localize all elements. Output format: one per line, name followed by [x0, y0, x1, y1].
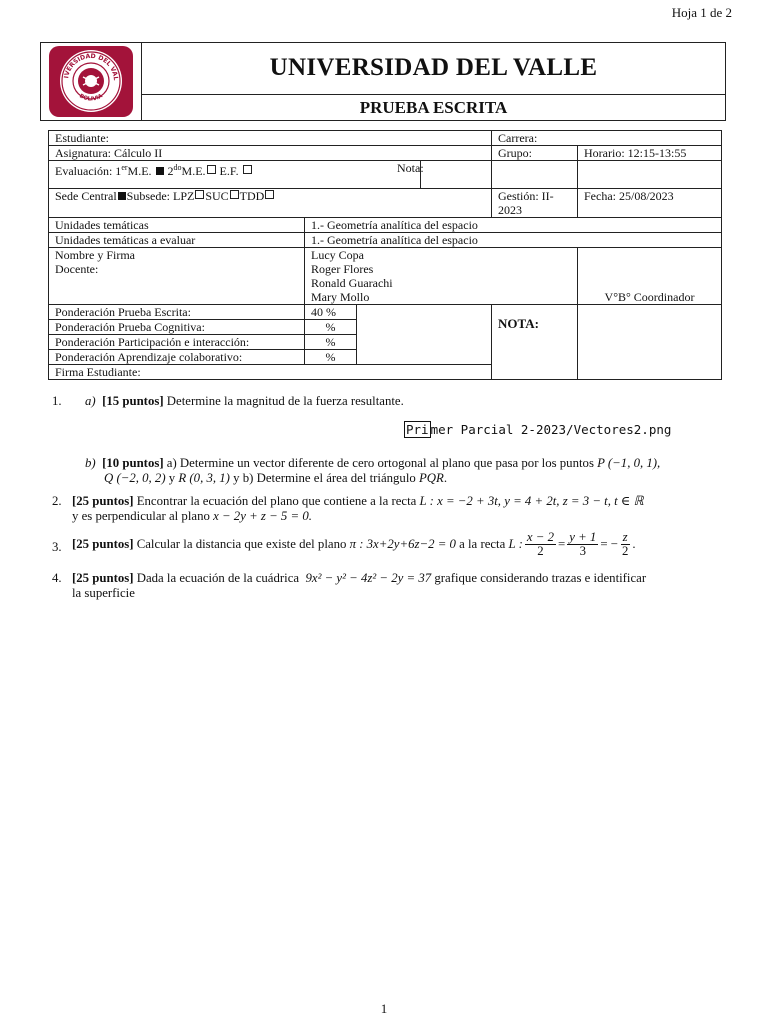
question-2-cont: y es perpendicular al plano x − 2y + z − 5 = 0.: [72, 509, 312, 523]
university-title: UNIVERSIDAD DEL VALLE: [269, 54, 598, 81]
subject-field: Asignatura: Cálculo II: [49, 146, 492, 161]
image-reference: Pri mer Parcial 2-2023/Vectores2.png: [406, 422, 672, 437]
teacher-name: Mary Mollo: [311, 290, 370, 304]
grade-label-cell: [357, 305, 492, 365]
units-eval-label: Unidades temáticas a evaluar: [49, 233, 305, 248]
group-field[interactable]: Grupo:: [492, 146, 578, 161]
teacher-names-cell: [305, 248, 578, 305]
university-seal-logo: [41, 43, 141, 120]
logo-text-bottom: BOLIVIA: [78, 93, 104, 103]
question-4: [25 puntos] Dada la ecuación de la cuádrica 9x² − y² − 4z² − 2y = 37 grafique considerando trazas e identificar: [72, 571, 647, 585]
career-field[interactable]: Carrera:: [492, 131, 722, 146]
exam-subtitle: PRUEBA ESCRITA: [142, 94, 725, 121]
weight-collab-value[interactable]: %: [305, 350, 357, 365]
checkbox-final-exam[interactable]: [243, 165, 252, 174]
question-4-number: 4.: [52, 571, 62, 585]
question-1b-cont: Q (−2, 0, 2) y R (0, 3, 1) y b) Determine el área del triángulo PQR.: [104, 471, 448, 485]
fraction-z: $\frac{z}{2}$: [621, 530, 629, 558]
question-4-cont: la superficie: [72, 586, 135, 600]
final-grade-box[interactable]: [578, 305, 722, 380]
checkbox-first-me-checked[interactable]: [156, 167, 164, 175]
checkbox-suc[interactable]: [230, 190, 239, 199]
logo-text-top: IVERSIDAD DEL VAL: [63, 52, 120, 81]
weight-collab-label: Ponderación Aprendizaje colaborativo:: [49, 350, 305, 365]
logo-cell: [41, 43, 142, 120]
question-1-number: 1.: [52, 394, 62, 408]
checkbox-second-me[interactable]: [207, 165, 216, 174]
fraction-x: $\frac{x - 2}{2}$: [526, 530, 554, 558]
final-grade-label: NOTA:: [492, 305, 578, 380]
checkbox-lpz[interactable]: [195, 190, 204, 199]
teacher-label-cell: Nombre y Firma Docente:: [49, 248, 305, 305]
schedule-field: Horario: 12:15-13:55: [578, 146, 722, 161]
teacher-name: Roger Flores: [311, 262, 374, 276]
teacher-name: Ronald Guarachi: [311, 276, 393, 290]
sheet-number: Hoja 1 de 2: [671, 5, 732, 20]
fraction-y: $\frac{y + 1}{3}$: [569, 530, 597, 558]
teacher-name: Lucy Copa: [311, 248, 364, 262]
date-field: Fecha: 25/08/2023: [578, 189, 722, 218]
weight-written-value: 40 %: [305, 305, 357, 320]
question-1b: b) [10 puntos] a) Determine un vector diferente de cero ortogonal al plano que pasa por los puntos P (−1, 0, 1),: [85, 456, 661, 470]
student-signature-field[interactable]: Firma Estudiante:: [49, 365, 492, 380]
weight-written-label: Ponderación Prueba Escrita:: [49, 305, 305, 320]
question-2: [25 puntos] Encontrar la ecuación del plano que contiene a la recta L : x = −2 + 3t, y = 4 + 2t, z = 3 − t, t ∈ ℝ: [72, 494, 644, 508]
question-3: [25 puntos] Calcular la distancia que existe del plano π : 3x+2y+6z−2 = 0 a la recta L : $\frac{x - 2}{2}$ = $\frac{y + 1}{3}$ = − $\frac{z}{2}$ .: [72, 530, 636, 558]
weight-cognitive-value[interactable]: %: [305, 320, 357, 335]
term-field: Gestión: II-2023: [492, 189, 578, 218]
coordinator-signature: V°B° Coordinador: [578, 248, 722, 305]
question-2-number: 2.: [52, 494, 62, 508]
units-label: Unidades temáticas: [49, 218, 305, 233]
question-1a: a) [15 puntos] Determine la magnitud de la fuerza resultante.: [85, 394, 404, 408]
student-field[interactable]: Estudiante:: [49, 131, 492, 146]
page-number: 1: [380, 1001, 388, 1016]
weight-cognitive-label: Ponderación Prueba Cognitiva:: [49, 320, 305, 335]
weight-participation-value[interactable]: %: [305, 335, 357, 350]
grade-field[interactable]: Nota:: [421, 161, 492, 189]
question-3-number: 3.: [52, 540, 62, 554]
grade-blank[interactable]: [578, 161, 722, 189]
weight-participation-label: Ponderación Participación e interacción:: [49, 335, 305, 350]
units-eval-value: 1.- Geometría analítica del espacio: [305, 233, 722, 248]
checkbox-central-checked[interactable]: [118, 192, 126, 200]
student-info-table: [48, 130, 722, 380]
checkbox-tdd[interactable]: [265, 190, 274, 199]
exam-header: [40, 42, 726, 121]
campus-field: Sede Central Subsede: LPZ SUC TDD: [49, 189, 492, 218]
evaluation-field: Evaluación: 1erM.E. $2^{do}M.E$. E.F.: [49, 161, 421, 189]
units-value: 1.- Geometría analítica del espacio: [305, 218, 722, 233]
